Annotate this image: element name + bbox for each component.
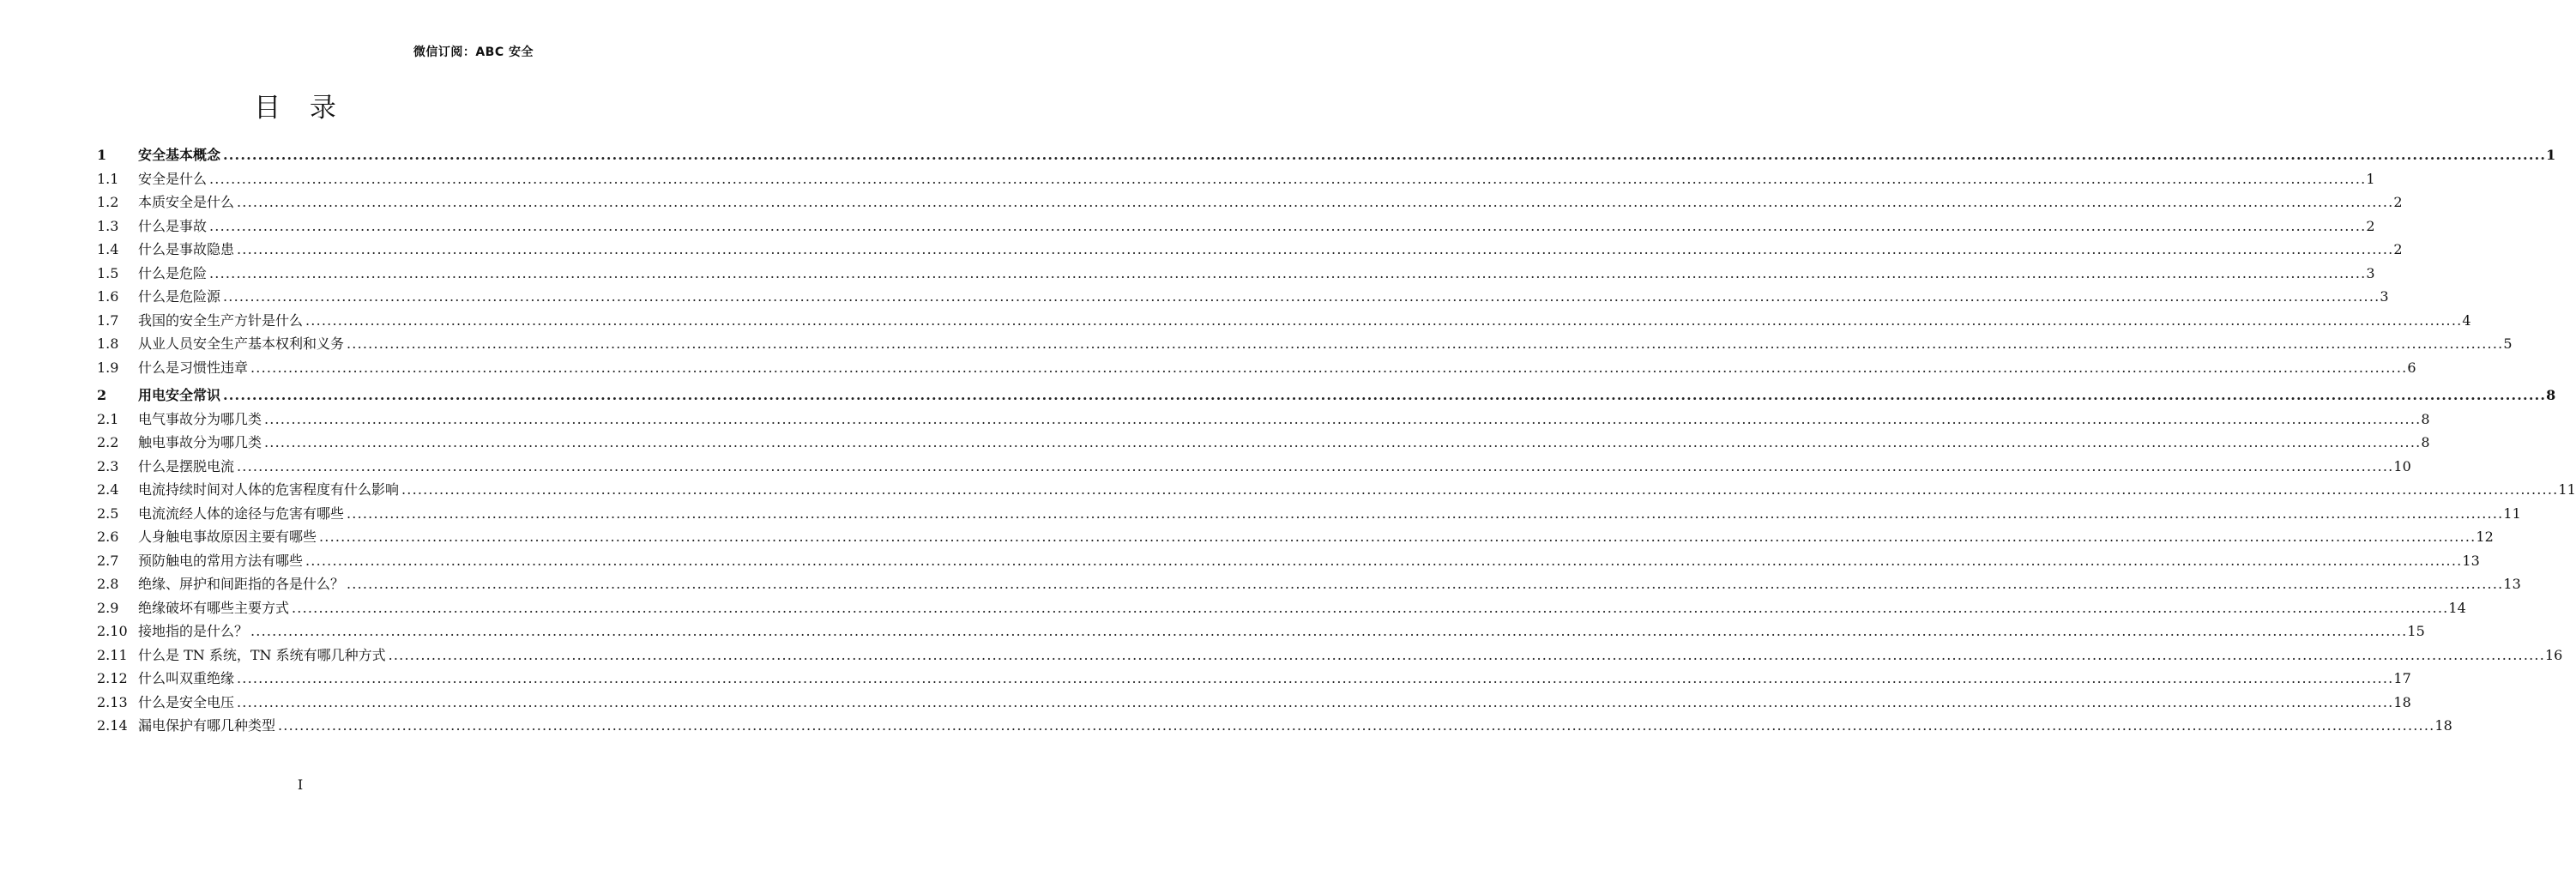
toc-entry-page: 8 xyxy=(2421,434,2430,450)
toc-entry-number: 2.5 xyxy=(97,504,119,522)
toc-section-entry[interactable] xyxy=(97,332,2513,356)
toc-dot-leader: ................................................................................................................................................................................................................................................................................................................................................................................................................ xyxy=(292,599,2449,616)
toc-entry-number: 1.1 xyxy=(97,170,119,187)
toc-section-entry[interactable] xyxy=(97,214,2375,239)
toc-dot-leader: ................................................................................................................................................................................................................................................................................................................................................................................................................ xyxy=(264,434,2422,450)
toc-section-entry[interactable] xyxy=(97,549,2480,573)
toc-entry-title: 人身触电事故原因主要有哪些 xyxy=(138,529,317,545)
toc-dot-leader: ................................................................................................................................................................................................................................................................................................................................................................................................................ xyxy=(237,693,2394,710)
toc-entry-page: 12 xyxy=(2476,529,2494,545)
toc-section-entry[interactable] xyxy=(97,596,2466,620)
toc-entry-number: 2.7 xyxy=(97,552,119,569)
toc-dot-leader: ................................................................................................................................................................................................................................................................................................................................................................................................................ xyxy=(237,241,2394,257)
toc-entry-title: 什么是习惯性违章 xyxy=(138,359,249,376)
toc-section-entry[interactable] xyxy=(97,667,2411,691)
toc-entry-title: 什么是危险源 xyxy=(138,288,221,305)
toc-entry-page: 2 xyxy=(2393,194,2403,210)
toc-dot-leader: ................................................................................................................................................................................................................................................................................................................................................................................................................ xyxy=(347,335,2504,352)
toc-entry-title: 漏电保护有哪几种类型 xyxy=(138,717,276,734)
toc-section-entry[interactable] xyxy=(97,408,2430,432)
toc-entry-title: 触电事故分为哪几类 xyxy=(138,434,262,450)
toc-entry-number: 1.8 xyxy=(97,335,119,352)
toc-dot-leader: ................................................................................................................................................................................................................................................................................................................................................................................................................ xyxy=(347,576,2504,592)
toc-entry-number: 1.6 xyxy=(97,288,119,305)
toc-entry-title: 接地指的是什么？ xyxy=(138,623,249,639)
toc-entry-number: 1.5 xyxy=(97,264,119,281)
toc-entry-title: 电流流经人体的途径与危害有哪些 xyxy=(138,504,345,522)
toc-dot-leader: ................................................................................................................................................................................................................................................................................................................................................................................................................ xyxy=(401,481,2559,498)
toc-entry-page: 13 xyxy=(2462,552,2480,569)
toc-entry-page: 16 xyxy=(2544,646,2563,663)
toc-entry-number: 2 xyxy=(97,387,107,403)
toc-entry-number: 2.8 xyxy=(97,576,119,592)
toc-entry-page: 8 xyxy=(2546,387,2556,403)
toc-entry-number: 2.14 xyxy=(97,717,128,734)
toc-dot-leader: ................................................................................................................................................................................................................................................................................................................................................................................................................ xyxy=(223,288,2380,305)
toc-section-entry[interactable] xyxy=(97,714,2452,738)
toc-entry-number: 1.9 xyxy=(97,359,119,376)
toc-section-entry[interactable] xyxy=(97,431,2430,455)
toc-section-entry[interactable] xyxy=(97,167,2375,191)
toc-entry-title: 电气事故分为哪几类 xyxy=(138,410,262,427)
toc-entry-page: 3 xyxy=(2380,288,2389,305)
toc-dot-leader: ................................................................................................................................................................................................................................................................................................................................................................................................................ xyxy=(319,529,2476,545)
toc-entry-number: 2.6 xyxy=(97,529,119,545)
toc-section-entry[interactable] xyxy=(97,190,2403,214)
toc-entry-page: 5 xyxy=(2503,335,2513,352)
toc-entry-page: 4 xyxy=(2462,311,2471,329)
toc-entry-title: 什么是危险 xyxy=(138,264,208,281)
toc-entry-title: 什么是 TN 系统，TN 系统有哪几种方式 xyxy=(138,646,386,663)
page-header: 微信订阅：ABC 安全 xyxy=(413,45,534,59)
toc-entry-title: 用电安全常识 xyxy=(138,387,221,403)
toc-entry-page: 14 xyxy=(2448,599,2466,616)
toc-entry-title: 安全是什么 xyxy=(138,170,208,187)
toc-entry-number: 1.7 xyxy=(97,311,119,329)
toc-section-entry[interactable] xyxy=(97,238,2403,262)
toc-dot-leader: ................................................................................................................................................................................................................................................................................................................................................................................................................ xyxy=(278,717,2435,734)
toc-section-entry[interactable] xyxy=(97,643,2563,668)
toc-entry-number: 1.2 xyxy=(97,194,119,210)
toc-entry-page: 18 xyxy=(2434,717,2452,734)
toc-entry-number: 1.4 xyxy=(97,241,119,257)
toc-section-entry[interactable] xyxy=(97,478,2576,502)
toc-dot-leader: ................................................................................................................................................................................................................................................................................................................................................................................................................ xyxy=(209,170,2367,187)
toc-section-entry[interactable] xyxy=(97,525,2494,549)
toc-entry-page: 10 xyxy=(2393,457,2411,474)
toc-entry-page: 1 xyxy=(2546,147,2556,163)
toc-entry-number: 1 xyxy=(97,147,107,163)
toc-dot-leader: ................................................................................................................................................................................................................................................................................................................................................................................................................ xyxy=(209,217,2367,234)
toc-dot-leader: ................................................................................................................................................................................................................................................................................................................................................................................................................ xyxy=(250,359,2408,376)
toc-entry-number: 2.12 xyxy=(97,670,128,686)
toc-entry-title: 安全基本概念 xyxy=(138,147,221,163)
toc-entry-page: 2 xyxy=(2366,217,2375,234)
toc-dot-leader: ................................................................................................................................................................................................................................................................................................................................................................................................................ xyxy=(250,623,2408,639)
toc-entry-page: 2 xyxy=(2393,241,2403,257)
toc-section-entry[interactable] xyxy=(97,356,2416,380)
toc-chapter-entry[interactable] xyxy=(97,143,2556,167)
toc-entry-number: 2.2 xyxy=(97,434,119,450)
toc-dot-leader: ................................................................................................................................................................................................................................................................................................................................................................................................................ xyxy=(237,194,2394,210)
toc-entry-number: 1.3 xyxy=(97,217,119,234)
toc-dot-leader: ................................................................................................................................................................................................................................................................................................................................................................................................................ xyxy=(305,311,2463,329)
toc-entry-title: 我国的安全生产方针是什么 xyxy=(138,311,304,329)
toc-entry-title: 本质安全是什么 xyxy=(138,194,235,210)
toc-dot-leader: ................................................................................................................................................................................................................................................................................................................................................................................................................ xyxy=(209,264,2367,281)
toc-entry-page: 13 xyxy=(2503,576,2521,592)
toc-entry-title: 什么是事故 xyxy=(138,217,208,234)
toc-dot-leader: ................................................................................................................................................................................................................................................................................................................................................................................................................ xyxy=(347,504,2504,522)
toc-entry-page: 15 xyxy=(2407,623,2425,639)
toc-entry-title: 什么叫双重绝缘 xyxy=(138,670,235,686)
table-of-contents xyxy=(97,143,2576,738)
toc-entry-title: 什么是摆脱电流 xyxy=(138,457,235,474)
toc-entry-title: 绝缘、屏护和间距指的各是什么？ xyxy=(138,576,345,592)
toc-entry-page: 11 xyxy=(2558,481,2576,498)
toc-entry-number: 2.13 xyxy=(97,693,128,710)
toc-chapter-entry[interactable] xyxy=(97,384,2556,408)
toc-section-entry[interactable] xyxy=(97,619,2425,643)
toc-entry-title: 绝缘破坏有哪些主要方式 xyxy=(138,599,290,616)
toc-entry-title: 什么是安全电压 xyxy=(138,693,235,710)
toc-dot-leader: ................................................................................................................................................................................................................................................................................................................................................................................................................ xyxy=(237,457,2394,474)
toc-section-entry[interactable] xyxy=(97,572,2521,596)
toc-dot-leader: ................................................................................................................................................................................................................................................................................................................................................................................................................ xyxy=(237,670,2394,686)
toc-entry-page: 8 xyxy=(2421,410,2430,427)
toc-entry-page: 11 xyxy=(2503,504,2521,522)
toc-section-entry[interactable] xyxy=(97,502,2521,526)
toc-section-entry[interactable] xyxy=(97,262,2375,286)
page-title: 目 录 xyxy=(254,93,347,124)
toc-entry-title: 电流持续时间对人体的危害程度有什么影响 xyxy=(138,481,400,498)
toc-entry-number: 2.1 xyxy=(97,410,119,427)
toc-entry-page: 6 xyxy=(2407,359,2416,376)
toc-dot-leader: ................................................................................................................................................................................................................................................................................................................................................................................................................ xyxy=(264,410,2422,427)
page-number: I xyxy=(297,776,304,793)
toc-dot-leader: ................................................................................................................................................................................................................................................................................................................................................................................................................ xyxy=(223,387,2547,403)
toc-entry-number: 2.4 xyxy=(97,481,119,498)
toc-entry-page: 3 xyxy=(2366,264,2375,281)
toc-section-entry[interactable] xyxy=(97,455,2411,479)
toc-entry-title: 什么是事故隐患 xyxy=(138,241,235,257)
toc-entry-number: 2.11 xyxy=(97,646,128,663)
toc-entry-title: 预防触电的常用方法有哪些 xyxy=(138,552,304,569)
toc-dot-leader: ................................................................................................................................................................................................................................................................................................................................................................................................................ xyxy=(388,646,2545,663)
toc-entry-page: 17 xyxy=(2393,670,2411,686)
toc-entry-number: 2.10 xyxy=(97,623,128,639)
toc-entry-page: 1 xyxy=(2366,170,2375,187)
toc-entry-title: 从业人员安全生产基本权利和义务 xyxy=(138,335,345,352)
toc-entry-page: 18 xyxy=(2393,693,2411,710)
toc-dot-leader: ................................................................................................................................................................................................................................................................................................................................................................................................................ xyxy=(305,552,2463,569)
toc-section-entry[interactable] xyxy=(97,309,2471,333)
toc-section-entry[interactable] xyxy=(97,691,2411,715)
toc-entry-number: 2.3 xyxy=(97,457,119,474)
toc-entry-number: 2.9 xyxy=(97,599,119,616)
toc-section-entry[interactable] xyxy=(97,285,2389,309)
toc-dot-leader: ................................................................................................................................................................................................................................................................................................................................................................................................................ xyxy=(223,147,2547,163)
